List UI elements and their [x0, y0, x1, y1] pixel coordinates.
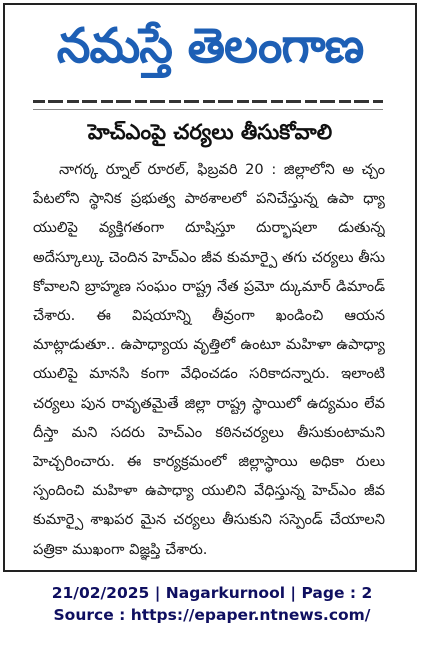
headline-divider: [33, 109, 383, 110]
clipped-previous-text-line: [33, 97, 383, 105]
clipping-date-edition: 21/02/2025 | Nagarkurnool | Page : 2: [51, 584, 373, 602]
article-body: నాగర్క ర్నూల్ రూరల్, ఫిబ్రవరి 20 : జిల్లాలోని అ చ్చం పేటలోని స్థానిక ప్రభుత్వ పాఠశాలలో పనిచేస్తున్న ఉపా ధ్యా యులిపై వ్యక్తిగతంగా దూషిస్తూ దుర్భాషలా డుతున్న అదేస్కూల్కు చెందిన హెచ్ఎం జీవ కుమార్పై తగు చర్యలు తీసు కోవాలని బ్రాహ్మణ సంఘం రాష్ట్ర నేత ప్రమో ద్కుమార్ డిమాండ్ చేశారు. ఈ విషయాన్ని తీవ్రంగా ఖండించి ఆయన మాట్లాడుతూ.. ఉపాధ్యాయ వృత్తిలో ఉంటూ మహిళా ఉపాధ్యా యులిపై మానసి కంగా వేధించడం సరికాదన్నారు. ఇలాంటి చర్యలు పున రావృతమైతే జిల్లా రాష్ట్ర స్థాయిలో ఉద్యమం లేవ దీస్తా మని సదరు హెచ్ఎం కఠినచర్యలు తీసుకుంటామని హెచ్చరించారు. ఈ కార్యక్రమంలో జిల్లాస్థాయి అధికా రులు స్పందించి మహిళా ఉపాధ్యా యులిని వేధిస్తున్న హెచ్ఎం జీవ కుమార్పై శాఖపర మైన చర్యలు తీసుకుని సస్పెండ్ చేయాలని పత్రికా ముఖంగా విజ్ఞప్తి చేశారు.: [33, 161, 385, 558]
article-headline: హెచ్ఎంపై చర్యలు తీసుకోవాలి: [87, 120, 333, 144]
clipping-frame: [3, 3, 417, 572]
newspaper-masthead-logo: నమస్తే తెలంగాణ: [56, 18, 364, 74]
clipping-source: Source : https://epaper.ntnews.com/: [53, 606, 371, 624]
